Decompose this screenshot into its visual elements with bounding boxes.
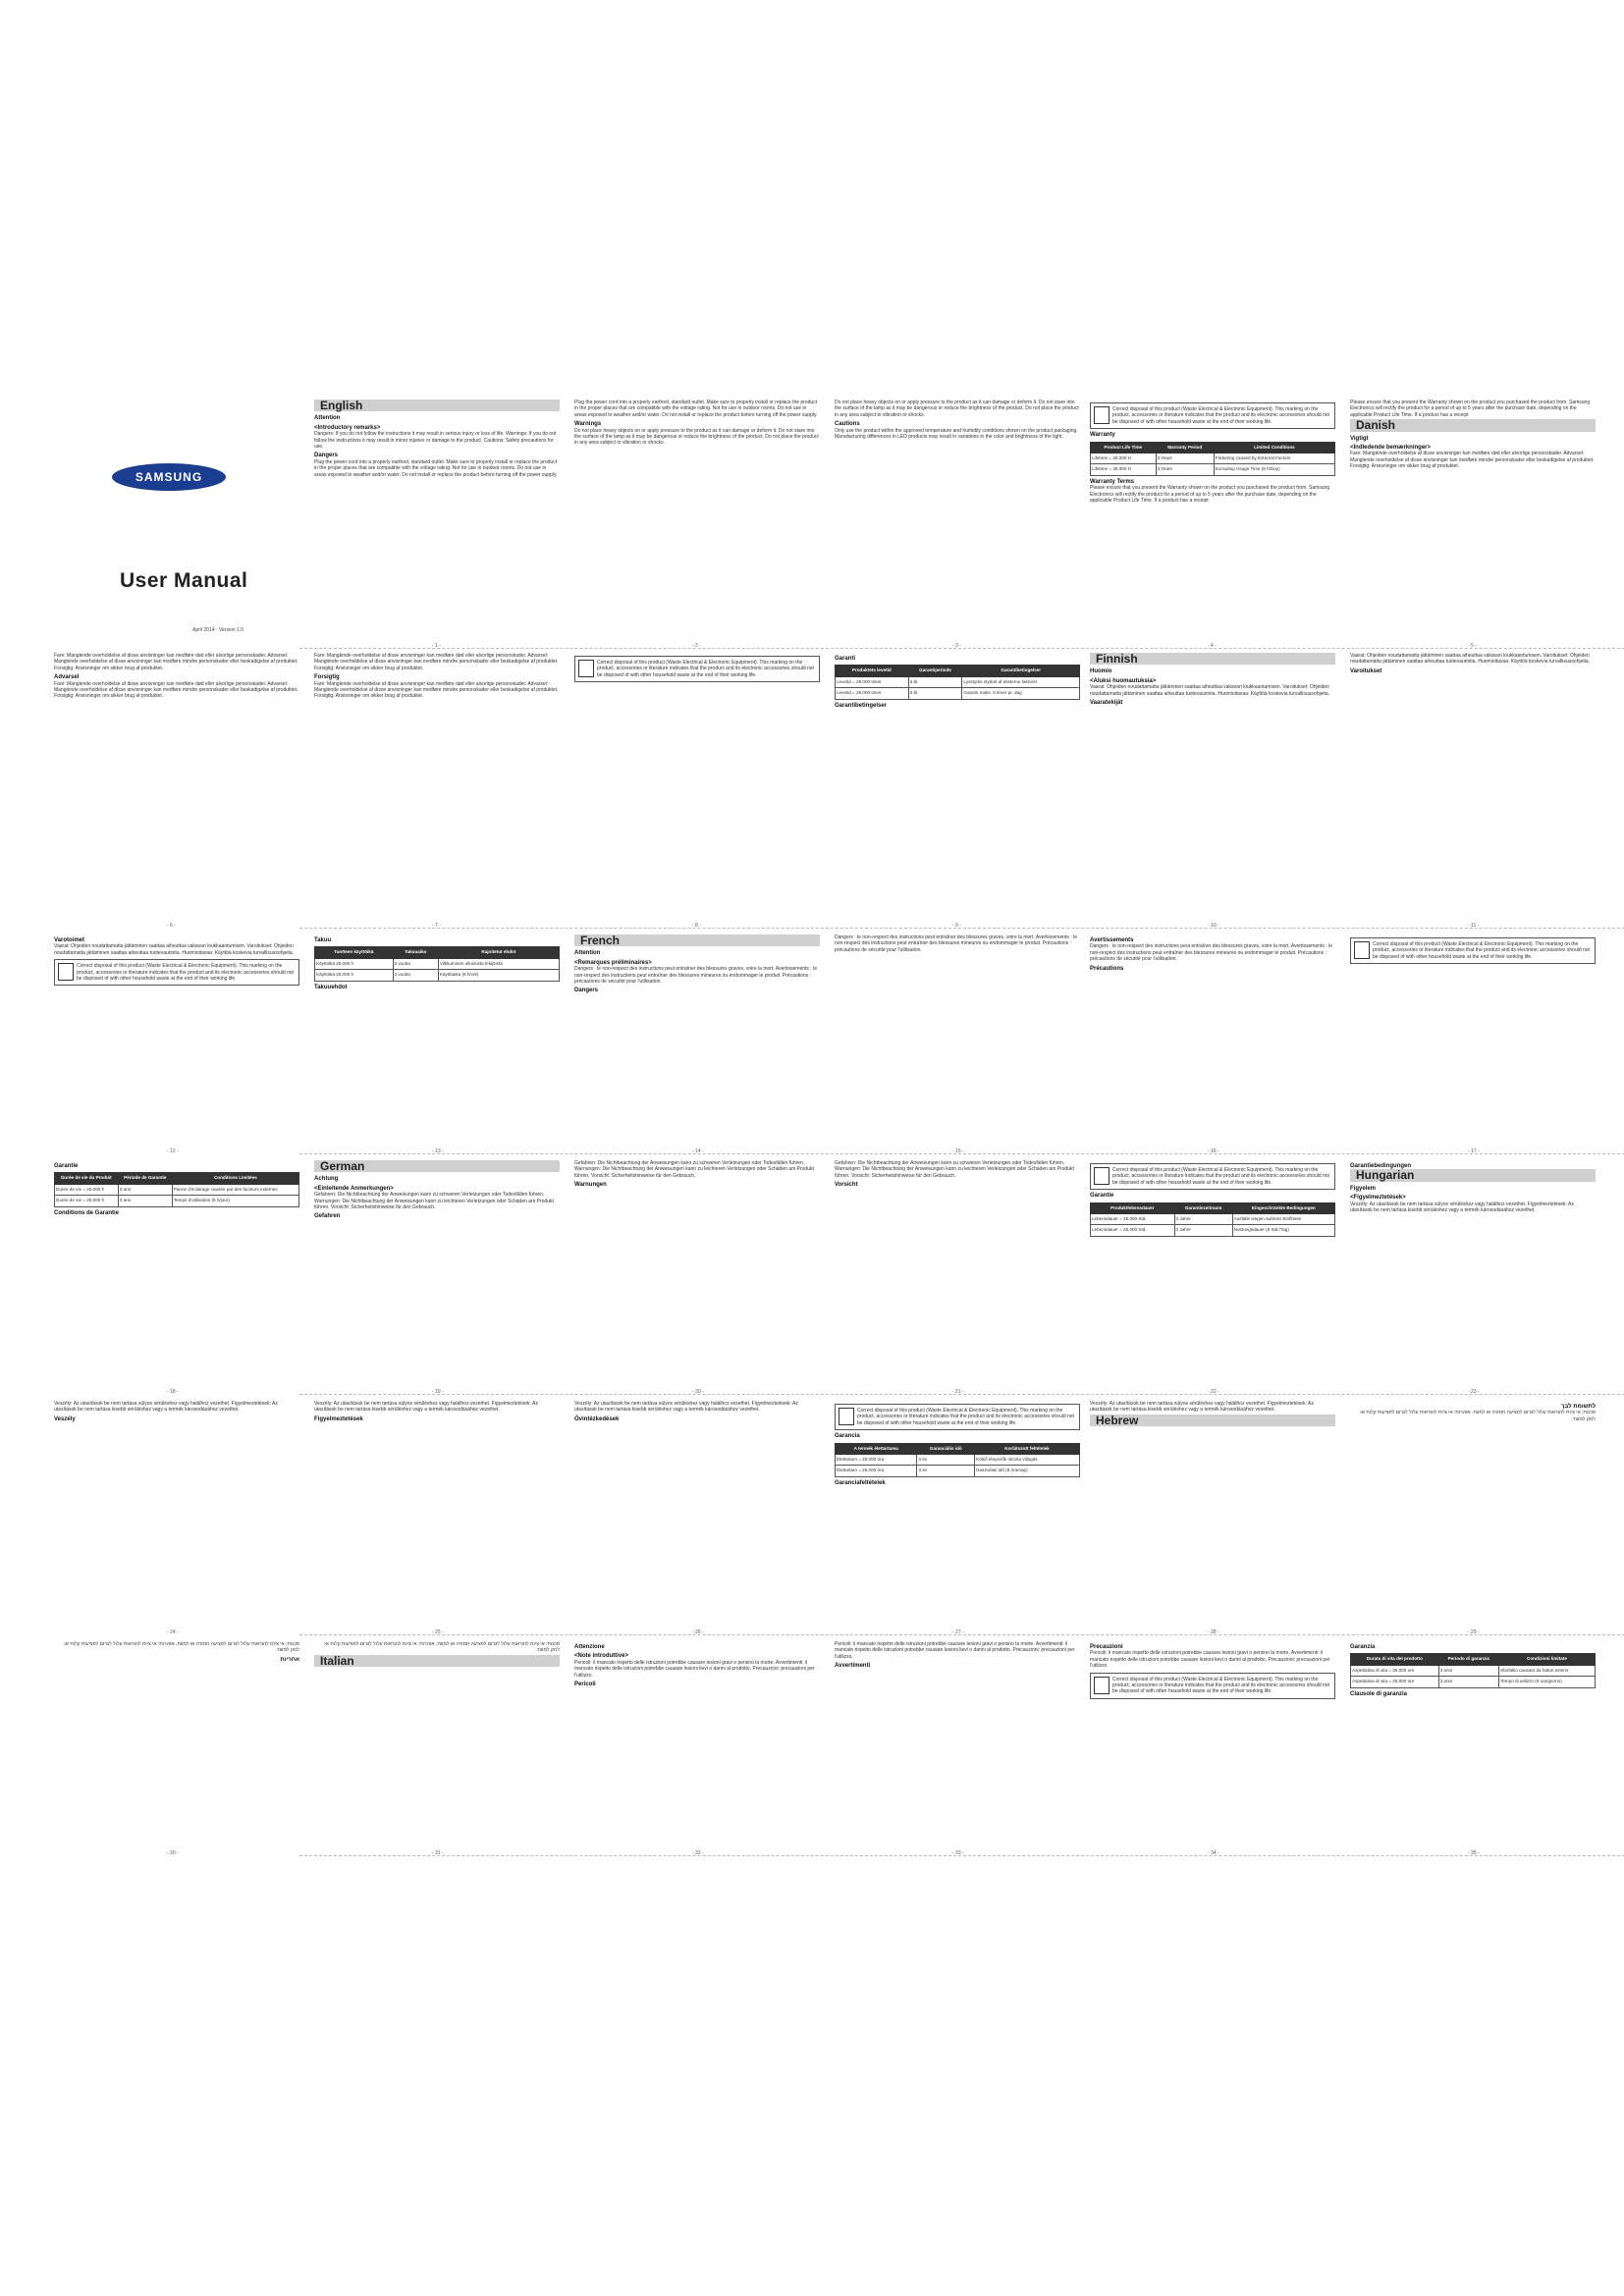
table-cell: 3 vuotta [393,958,438,969]
page-number: - 18 - [167,1389,179,1395]
section-italian: Italian [314,1655,560,1667]
page-german-3 [835,1160,1080,1386]
warnings-text: Do not place heavy objects on or apply pressure to the product as it can damage or deform it. Do not stare into the surface of the lamp as it may be dangerous or reduce the brightness of the product. Do not place the product in any area subject to vibration or shocks. [835,400,1079,418]
attention-heading: לתשומת לבך [1560,1404,1596,1410]
table-cell: Käyttöaika (8 h/vrk) [438,970,559,981]
page-hungarian-3 [314,1401,560,1627]
crossed-bin-icon [578,660,594,677]
page-number: - 35 - [1468,1850,1480,1856]
table-header: Takuuaika [393,947,438,958]
table-header: Condizioni limitate [1498,1654,1595,1665]
warranty-table [314,946,560,981]
intro-text: Pericoli: il mancato rispetto delle istruzioni potrebbe causare lesioni gravi o persino la morte. Avvertimenti: il mancato rispetto delle istruzioni potrebbe causare lesioni lievi o danni al prodotto. Precauzioni: precauzioni per l'utilizzo. [835,1641,1075,1660]
page-hebrew-3 [54,1641,299,1847]
table-cell: Durée de vie = 25.000 h [55,1196,119,1206]
terms-heading: Warranty Terms [1090,478,1135,485]
table-cell: 3 anni [1438,1665,1498,1676]
warnings-heading: Figyelmeztetések [314,1415,363,1422]
page-danish-5 [835,653,1080,918]
attention-heading: Attention [574,950,601,957]
table-cell: 3 ans [118,1184,172,1195]
page-number: - 24 - [167,1629,179,1635]
warranty-heading: Garantie [54,1163,79,1169]
page-number: - 30 - [167,1850,179,1856]
table-cell: Käyttöikä 25.000 h [315,970,394,981]
page-number: - 20 - [692,1389,704,1395]
table-header: Garantiezeitraum [1174,1202,1232,1213]
attention-heading: Attention [314,415,341,422]
page-number: - 25 - [432,1629,444,1635]
page-hungarian-5 [835,1401,1080,1627]
table-header: Produktets levetid [836,666,909,676]
section-danish: Danish [1350,419,1596,431]
attention-heading: Achtung [314,1176,339,1183]
warnings-heading: Varoitukset [1350,667,1382,674]
table-cell: Lebensdauer = 25.000 Std. [1091,1214,1175,1225]
table-cell: Lifetime = 25.000 H [1091,454,1157,464]
page-italian-1 [574,1641,820,1847]
intro-heading: <Figyelmeztetések> [1350,1195,1406,1201]
table-header: Garanciális idő [917,1443,975,1454]
page-french-4 [1350,934,1596,1146]
page-danish-4 [574,653,820,918]
intro-text: Vaarat: Ohjeiden noudattamatta jättäminen saattaa aiheuttaa vakavan loukkaantumisen. Varoitukset: Ohjeiden noudattamatta jättäminen saattaa aiheuttaa tuotevaurioita. Huomioitavaa: Käyttöä koskevia turvallisuusohjeita. [54,943,295,956]
page-english-2 [574,400,820,645]
page-german-4 [1090,1160,1335,1386]
table-cell: Temps d'utilisation (8 h/jour) [172,1196,298,1206]
table-header: Conditions Limitées [172,1173,298,1184]
page-italian-2 [835,1641,1080,1847]
page-number: - 9 - [952,923,961,929]
page-number: - 32 - [692,1850,704,1856]
weee-text: Correct disposal of this product (Waste Electrical & Electronic Equipment). This marking on the product, accessories or literature indicates that the product and its electronic accessories should not be disposed of with other household waste at the end of their working life. [1373,941,1590,960]
page-finnish-2 [1350,653,1596,918]
table-cell: Ausfälle wegen äußerer Einflüsse [1232,1214,1334,1225]
page-hungarian-1 [1350,1160,1596,1386]
section-hebrew: Hebrew [1090,1415,1335,1426]
page-number: - 34 - [1208,1850,1219,1856]
page-finnish-3 [54,934,299,1146]
table-header: Rajoitetut ehdot [438,947,559,958]
table-cell: 3 år [908,676,962,687]
page-french-5 [54,1160,299,1386]
terms-heading: Garantibetingelser [835,702,888,709]
intro-text: Veszély: Az utasítások be nem tartása súlyos sérüléshez vagy halálhoz vezethet. Figyelmeztetések: Az utasítások be nem tartása kisebb sérüléshez vagy a termék károsodásához vezethet. [1090,1401,1314,1414]
weee-box [1090,1163,1335,1190]
weee-text: Correct disposal of this product (Waste Electrical & Electronic Equipment). This marking on the product, accessories or literature indicates that the product and its electronic accessories should not be disposed of with other household waste at the end of their working life. [1112,406,1329,425]
warnings-heading: Warnings [574,421,602,428]
terms-heading: Conditions de Garantie [54,1209,120,1216]
page-number: - 3 - [952,643,961,649]
weee-box [54,959,299,986]
table-cell: Käyttöikä 25.000 h [315,958,394,969]
manual-title: User Manual [120,569,248,592]
intro-text: Fare: Manglende overholdelse af disse anvisninger kan medføre død eller alvorlige personskader. Advarsel: Manglende overholdelse af disse anvisninger kan medføre mindre personskader eller beskadigelse af produktet. Forsigtig: Anvisninger om sikker brug af produktet. [54,680,298,700]
dangers-heading: Gefahren [314,1213,341,1220]
table-cell: 3 Years [1156,454,1214,464]
dangers-heading: Veszély [54,1415,76,1422]
section-french: French [574,934,820,946]
intro-text: Dangers : le non-respect des instructions peut entraîner des blessures graves, voire la mort. Avertissements : le non-respect des instructions peut entraîner des blessures mineures ou endommager le produit. Précautions : précautions de sécurité pour l'utilisation. [835,934,1077,953]
intro-text: סכנות: אי ציות להוראות עלול לגרום לפציעה חמורה או למוות. אזהרות: אי ציות להוראות עלול לגרום לפציעות קלות או לנזק למוצר. [64,1641,299,1654]
row-divider [299,928,1624,929]
weee-box [1350,937,1596,964]
table-cell: 3 Jahre [1174,1225,1232,1236]
warranty-heading: Warranty [1090,432,1115,439]
intro-text: Gefahren: Die Nichtbeachtung der Anweisungen kann zu schweren Verletzungen oder Todesfällen führen. Warnungen: Die Nichtbeachtung der Anweisungen kann zu leichteren Verletzungen oder Schäden am Produkt führen. Vorsicht: Sicherheitshinweise für den Gebrauch. [574,1160,814,1179]
page-number: - 33 - [952,1850,964,1856]
warranty-heading: אחריות [280,1656,299,1663]
intro-heading: <Remarques préliminaires> [574,959,652,966]
table-header: Garantibetingelser [962,666,1080,676]
section-german: German [314,1160,560,1172]
table-header: Durée de vie du Produit [55,1173,119,1184]
page-english-3 [835,400,1080,645]
intro-text: Vaarat: Ohjeiden noudattamatta jättäminen saattaa aiheuttaa vakavan loukkaantumisen. Varoitukset: Ohjeiden noudattamatta jättäminen saattaa aiheuttaa tuotevaurioita. Huomioitavaa: Käyttöä koskevia turvallisuusohjeita. [1350,653,1591,666]
page-number: - 31 - [432,1850,444,1856]
table-cell: Excluding Usage Time (8 h/Day) [1214,464,1334,475]
attention-heading: Vigtigt [1350,435,1369,442]
table-header: Eingeschränkte Bedingungen [1232,1202,1334,1213]
page-number: - 8 - [692,923,701,929]
table-cell: 3 anni [1438,1677,1498,1687]
cautions-heading: Óvintézkedések [574,1415,620,1422]
table-header: Tuotteen käyttöikä [315,947,394,958]
table-cell: Élettartam = 25.000 óra [836,1466,917,1476]
table-cell: Aspettativa di vita = 25.000 ore [1351,1665,1439,1676]
intro-heading: <Note introduttive> [574,1653,629,1660]
weee-box [1090,1673,1335,1699]
cautions-heading: Forsigtig [314,674,340,681]
intro-text: Fare: Manglende overholdelse af disse anvisninger kan medføre død eller alvorlige personskader. Advarsel: Manglende overholdelse af disse anvisninger kan medføre mindre personskader eller beskadigelse af produktet. Forsigtig: Anvisninger om sikker brug af produktet. [54,653,298,671]
table-header: Durata di vita del prodotto [1351,1654,1439,1665]
attention-heading: Figyelem [1350,1185,1377,1192]
page-number: - 21 - [952,1389,964,1395]
table-header: Garantiperiode [908,666,962,676]
intro-heading: <Aluksi huomautuksia> [1090,677,1157,684]
crossed-bin-icon [58,963,74,981]
cautions-heading: Cautions [835,421,860,428]
page-hebrew-1 [1090,1401,1335,1627]
weee-text: Correct disposal of this product (Waste Electrical & Electronic Equipment). This marking on the product, accessories or literature indicates that the product and its electronic accessories should not be disposed of with other household waste at the end of their working life. [77,963,294,983]
table-header: Période de Garantie [118,1173,172,1184]
weee-box [1090,402,1335,429]
cautions-heading: Varotoimet [54,937,85,943]
intro-text: Dangers : le non-respect des instructions peut entraîner des blessures graves, voire la mort. Avertissements : le non-respect des instructions peut entraîner des blessures mineures ou endommager le produit. Précautions : précautions de sécurité pour l'utilisation. [574,966,817,986]
intro-text: סכנות: אי ציות להוראות עלול לגרום לפציעה חמורה או למוות. אזהרות: אי ציות להוראות עלול לגרום לפציעות קלות או לנזק למוצר. [324,1641,560,1654]
cautions-text: Only use the product within the approved temperature and humidity conditions shown on the product packaging. Manufacturing differences in LED products may result in variations in the color and brightness of the light. [835,427,1078,441]
table-cell: Durée de vie = 25.000 h [55,1184,119,1195]
intro-text: סכנות: אי ציות להוראות עלול לגרום לפציעה חמורה או למוות. אזהרות: אי ציות להוראות עלול לגרום לפציעות קלות או לנזק למוצר. [1360,1410,1596,1422]
page-number: - 14 - [692,1148,704,1154]
intro-text: Vaarat: Ohjeiden noudattamatta jättäminen saattaa aiheuttaa vakavan loukkaantumisen. Varoitukset: Ohjeiden noudattamatta jättäminen saattaa aiheuttaa tuotevaurioita. Huomioitavaa: Käyttöä koskevia turvallisuusohjeita. [1090,684,1330,697]
intro-text: Veszély: Az utasítások be nem tartása súlyos sérüléshez vagy halálhoz vezethet. Figyelmeztetések: Az utasítások be nem tartása kisebb sérüléshez vagy a termék károsodásához vezethet. [54,1401,278,1414]
warnings-heading: Advarsel [54,674,80,681]
cautions-heading: Précautions [1090,965,1124,972]
intro-text: Veszély: Az utasítások be nem tartása súlyos sérüléshez vagy halálhoz vezethet. Figyelmeztetések: Az utasítások be nem tartása kisebb sérüléshez vagy a termék károsodásához vezethet. [1350,1201,1574,1214]
warranty-heading: Takuu [314,937,332,943]
page-finnish-1 [1090,653,1335,918]
brand-text: SAMSUNG [135,470,203,484]
table-cell: 3 év [917,1466,975,1476]
intro-text: Pericoli: il mancato rispetto delle istruzioni potrebbe causare lesioni gravi o persino la morte. Avvertimenti: il mancato rispetto delle istruzioni potrebbe causare lesioni lievi o danni al prodotto. Precauzioni: precauzioni per l'utilizzo. [1090,1650,1330,1670]
warranty-heading: Garanti [835,656,856,662]
intro-heading: <Einleitende Anmerkungen> [314,1185,394,1192]
page-number: - 19 - [432,1389,444,1395]
intro-text: Fare: Manglende overholdelse af disse anvisninger kan medføre død eller alvorlige personskader. Advarsel: Manglende overholdelse af disse anvisninger kan medføre mindre personskader eller beskadigelse af produktet. Forsigtig: Anvisninger om sikker brug af produktet. [314,680,559,700]
intro-text: Pericoli: il mancato rispetto delle istruzioni potrebbe causare lesioni gravi o persino la morte. Avvertimenti: il mancato rispetto delle istruzioni potrebbe causare lesioni lievi o danni al prodotto. Precauzioni: precauzioni per l'utilizzo. [574,1659,815,1679]
table-cell: 3 år [908,688,962,699]
warranty-table [835,665,1080,699]
page-danish-2 [54,653,299,918]
table-header: Limited Conditions [1214,442,1334,453]
dangers-heading: Dangers [314,453,339,459]
page-danish-3 [314,653,560,918]
table-cell: Lebensdauer = 25.000 Std. [1091,1225,1175,1236]
page-number: - 1 - [432,643,441,649]
page-number: - 15 - [952,1148,964,1154]
weee-box [835,1404,1080,1430]
row-divider [299,648,1624,649]
page-number: - 27 - [952,1629,964,1635]
table-cell: 3 vuotta [393,970,438,981]
table-cell: 3 ans [118,1196,172,1206]
page-number: - 2 - [692,643,701,649]
intro-text: Veszély: Az utasítások be nem tartása súlyos sérüléshez vagy halálhoz vezethet. Figyelmeztetések: Az utasítások be nem tartása kisebb sérüléshez vagy a termék károsodásához vezethet. [314,1401,538,1414]
warnings-text: Do not place heavy objects on or apply pressure to the product as it can damage or deform it. Do not stare into the surface of the lamp as it may be dangerous or reduce the brightness of the product. Do not place the product in any area subject to vibration or shocks. [574,427,819,447]
dangers-heading: Pericoli [574,1682,596,1688]
page-number: - 13 - [432,1148,444,1154]
weee-text: Correct disposal of this product (Waste Electrical & Electronic Equipment). This marking on the product, accessories or literature indicates that the product and its electronic accessories should not be disposed of with other household waste at the end of their working life. [1112,1676,1329,1695]
table-header: Korlátozott feltételek [975,1443,1080,1454]
terms-heading: Garanciafeltételek [835,1479,886,1486]
warranty-table [54,1172,299,1206]
warranty-table [1350,1653,1596,1687]
page-german-1 [314,1160,560,1386]
dangers-text: Plug the power cord into a properly earthed, standard outlet. Make sure to properly install or replace the product in the proper places that are compatible with the voltage rating. Not for use in outdoor rooms. Do not use in areas exposed to weather and/or water. Do not install or replace the product before turning off the power supply. [574,400,818,418]
table-cell: Aspettativa di vita = 25.000 ore [1351,1677,1439,1687]
weee-text: Correct disposal of this product (Waste Electrical & Electronic Equipment). This marking on the product, accessories or literature indicates that the product and its electronic accessories should not be disposed of with other household waste at the end of their working life. [1112,1167,1329,1186]
page-hungarian-4 [574,1401,820,1627]
page-english-1 [314,400,560,645]
page-number: - 12 - [167,1148,179,1154]
crossed-bin-icon [1094,1677,1110,1694]
table-cell: Külső tényezők okozta villogás [975,1455,1080,1466]
page-french-3 [1090,934,1335,1146]
table-cell: Használati idő (8 óra/nap) [975,1466,1080,1476]
table-cell: 3 Years [1156,464,1214,475]
dangers-heading: Dangers [574,988,599,994]
intro-text: Gefahren: Die Nichtbeachtung der Anweisungen kann zu schweren Verletzungen oder Todesfällen führen. Warnungen: Die Nichtbeachtung der Anweisungen kann zu leichteren Verletzungen oder Schäden am Produkt führen. Vorsicht: Sicherheitshinweise für den Gebrauch. [314,1192,554,1211]
terms-heading: Takuuehdot [314,984,348,990]
attention-heading: Huomio [1090,668,1112,675]
crossed-bin-icon [1094,406,1110,424]
table-cell: Tempo di utilizzo (8 ore/giorno) [1498,1677,1595,1687]
crossed-bin-icon [1354,941,1370,959]
table-cell: Levetid = 25.000 timer [836,688,909,699]
page-hebrew-2 [1350,1401,1596,1627]
attention-heading: Attenzione [574,1644,605,1650]
warnings-heading: Avertissements [1090,937,1134,943]
warranty-table [1090,1202,1335,1237]
table-cell: Flickering caused by External Factors [1214,454,1334,464]
page-number: - 11 - [1468,923,1480,929]
warranty-heading: Garantie [1090,1193,1114,1200]
warranty-heading: Garancia [835,1433,860,1440]
dangers-text: Plug the power cord into a properly earthed, standard outlet. Make sure to properly install or replace the product in the proper places that are compatible with the voltage rating. Not for use in outdoor rooms. Do not use in areas exposed to weather and/or water. Do not install or replace the product before turning off the power supply. [314,458,558,478]
table-cell: Garanti maks. 8 timer pr. dag [962,688,1080,699]
intro-heading: <Introductory remarks> [314,424,381,431]
table-header: Produktlebensdauer [1091,1202,1175,1213]
samsung-logo [110,461,228,493]
page-number: - 28 - [1208,1629,1219,1635]
terms-heading: Garantiebedingungen [1350,1163,1412,1169]
page-italian-3 [1090,1641,1335,1847]
warnings-heading: Avvertimenti [835,1663,871,1670]
crossed-bin-icon [1094,1167,1110,1185]
page-number: - 10 - [1208,923,1219,929]
page-french-1 [574,934,820,1146]
intro-text: Fare: Manglende overholdelse af disse anvisninger kan medføre død eller alvorlige personskader. Advarsel: Manglende overholdelse af disse anvisninger kan medføre mindre personskader eller beskadigelse af produktet. Forsigtig: Anvisninger om sikker brug af produktet. [314,653,559,671]
page-finnish-4 [314,934,560,1146]
table-cell: 3 év [917,1455,975,1466]
weee-text: Correct disposal of this product (Waste Electrical & Electronic Equipment). This marking on the product, accessories or literature indicates that the product and its electronic accessories should not be disposed of with other household waste at the end of their working life. [857,1408,1074,1426]
intro-text: Fare: Manglende overholdelse af disse anvisninger kan medføre død eller alvorlige personskader. Advarsel: Manglende overholdelse af disse anvisninger kan medføre mindre personskader eller beskadigelse af produktet. Forsigtig: Anvisninger om sikker brug af produktet. [1350,451,1595,470]
page-number: - 22 - [1208,1389,1219,1395]
terms-text: Please ensure that you present the Warranty shown on the product you purchased the product from. Samsung Electronics will rectify the product for a period of up to 5 years after the purchase date, depending on the applicable Product Life Time. If a product has a receipt [1090,485,1330,505]
table-header: A termék élettartama [836,1443,917,1454]
intro-text: Veszély: Az utasítások be nem tartása súlyos sérüléshez vagy halálhoz vezethet. Figyelmeztetések: Az utasítások be nem tartása kisebb sérüléshez vagy a termék károsodásához vezethet. [574,1401,798,1414]
page-english-4 [1090,400,1335,645]
table-cell: Levetid = 25.000 timer [836,676,909,687]
table-cell: Panne d'éclairage causée par des facteurs externes [172,1184,298,1195]
page-number: - 26 - [692,1629,704,1635]
intro-text: Gefahren: Die Nichtbeachtung der Anweisungen kann zu schweren Verletzungen oder Todesfällen führen. Warnungen: Die Nichtbeachtung der Anweisungen kann zu leichteren Verletzungen oder Schäden am Produkt führen. Vorsicht: Sicherheitshinweise für den Gebrauch. [835,1160,1074,1179]
page-number: - 7 - [432,923,441,929]
table-header: Product Life Time [1091,442,1157,453]
intro-text: Dangers : le non-respect des instructions peut entraîner des blessures graves, voire la mort. Avertissements : le non-respect des instructions peut entraîner des blessures mineures ou endommager le produit. Précautions : précautions de sécurité pour l'utilisation. [1090,943,1332,963]
page-number: - 4 - [1208,643,1217,649]
section-finnish: Finnish [1090,653,1335,665]
page-french-2 [835,934,1080,1146]
table-cell: Vilkkuminen ulkoisista tekijöistä [438,958,559,969]
table-cell: 3 Jahre [1174,1214,1232,1225]
page-hungarian-2 [54,1401,299,1627]
page-number: - 6 - [167,923,176,929]
table-header: Warranty Period [1156,442,1214,453]
crossed-bin-icon [839,1408,854,1425]
page-number: - 29 - [1468,1629,1480,1635]
cautions-heading: Precauzioni [1090,1644,1123,1650]
terms-text: Please ensure that you present the Warranty shown on the product you purchased the product from. Samsung Electronics will rectify the product for a period of up to 5 years after the purchase date, depending on the applicable Product Life Time. If a product has a receipt [1350,400,1591,418]
page-number: - 5 - [1468,643,1477,649]
table-cell: Élettartam = 25.000 óra [836,1455,917,1466]
weee-box [574,656,820,682]
warranty-heading: Garanzia [1350,1644,1376,1650]
page-italian-4 [1350,1641,1596,1847]
warranty-table [1090,442,1335,476]
dangers-heading: Vaaratekijät [1090,700,1123,707]
page-number: - 17 - [1468,1148,1480,1154]
page-number: - 23 - [1468,1389,1480,1395]
intro-heading: <Indledende bemærkninger> [1350,445,1432,452]
page-german-2 [574,1160,820,1386]
page-danish-1 [1350,400,1596,645]
section-hungarian: Hungarian [1350,1169,1596,1181]
terms-heading: Clausole di garanzia [1350,1690,1408,1697]
weee-text: Correct disposal of this product (Waste Electrical & Electronic Equipment). This marking on the product, accessories or literature indicates that the product and its electronic accessories should not be disposed of with other household waste at the end of their working life. [597,660,814,678]
table-header: Periodo di garanzia [1438,1654,1498,1665]
warnings-heading: Warnungen [574,1182,607,1189]
page-hebrew-4 [314,1641,560,1847]
table-cell: Lifetime = 25.000 H [1091,464,1157,475]
section-english: English [314,400,560,411]
table-cell: Nutzungsdauer (8 Std./Tag) [1232,1225,1334,1236]
table-cell: Sfarfallio causato da fattori esterni [1498,1665,1595,1676]
cautions-heading: Vorsicht [835,1182,858,1189]
intro-text: Dangers: If you do not follow the instructions it may result in serious injury or loss of life. Warnings: If you do not follow the instructions it may result in minor injuries or damage to the product. Cautions: Safety precautions for use. [314,431,557,451]
warranty-table [835,1443,1080,1477]
page-number: - 16 - [1208,1148,1219,1154]
table-cell: Lysstyrke styrket af eksterne faktorer [962,676,1080,687]
manual-date: April 2014 · Version 1.0 [192,627,244,633]
